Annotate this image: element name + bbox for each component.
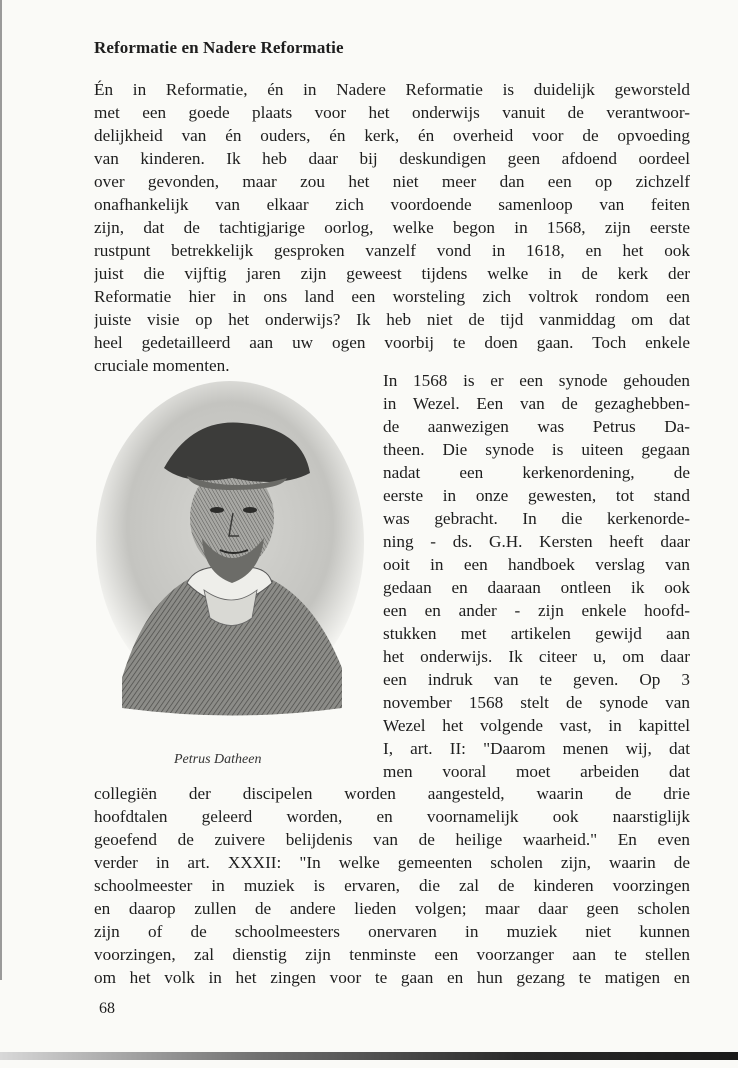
text-line: van kinderen. Ik heb daar bij deskundigen geen afdoend oordeel bbox=[94, 149, 690, 168]
text-line: I, art. II: "Daarom menen wij, dat bbox=[383, 739, 690, 758]
text-line: een en ander - zijn enkele hoofd- bbox=[383, 601, 690, 620]
portrait-caption: Petrus Datheen bbox=[174, 752, 262, 767]
portrait-petrus-datheen bbox=[92, 378, 368, 718]
text-line: juiste visie op het onderwijs? Ik heb niet de tijd vanmiddag om dat bbox=[94, 310, 690, 329]
text-line: theen. Die synode is uiteen gegaan bbox=[383, 440, 690, 459]
text-line: men vooral moet arbeiden dat bbox=[383, 762, 690, 781]
text-line: en daarop zullen de andere lieden volgen; maar daar geen scholen bbox=[94, 899, 690, 918]
text-line: november 1568 stelt de synode van bbox=[383, 693, 690, 712]
text-line: over gevonden, maar zou het niet meer dan een op zichzelf bbox=[94, 172, 690, 191]
text-line: eerste in onze gewesten, tot stand bbox=[383, 486, 690, 505]
text-line: delijkheid van én ouders, én kerk, én overheid voor de opvoeding bbox=[94, 126, 690, 145]
text-line: rustpunt betrekkelijk gesproken vanzelf vond in 1618, en het ook bbox=[94, 241, 690, 260]
text-line: juist die vijftig jaren zijn geweest tijdens welke in de kerk der bbox=[94, 264, 690, 283]
text-line: heel gedetailleerd aan uw ogen voorbij te doen gaan. Toch enkele bbox=[94, 333, 690, 352]
text-line: het onderwijs. Ik citeer u, om daar bbox=[383, 647, 690, 666]
text-line: met een goede plaats voor het onderwijs vanuit de verantwoor- bbox=[94, 103, 690, 122]
text-line: geoefend de zuivere belijdenis van de heilige waarheid." En even bbox=[94, 830, 690, 849]
text-line: ning - ds. G.H. Kersten heeft daar bbox=[383, 532, 690, 551]
text-line: nadat een kerkenordening, de bbox=[383, 463, 690, 482]
text-line: In 1568 is er een synode gehouden bbox=[383, 371, 690, 390]
text-line: hoofdtalen geleerd worden, en voornamelijk ook naarstiglijk bbox=[94, 807, 690, 826]
text-line: stukken met artikelen gewijd aan bbox=[383, 624, 690, 643]
text-line: onafhankelijk van elkaar zich voordoende samenloop van feiten bbox=[94, 195, 690, 214]
page-left-edge bbox=[0, 0, 2, 980]
scan-bottom-edge bbox=[0, 1052, 738, 1060]
text-line: was gebracht. In die kerkenorde- bbox=[383, 509, 690, 528]
text-line: verder in art. XXXII: "In welke gemeenten scholen zijn, waarin de bbox=[94, 853, 690, 872]
text-line: ooit in een handboek verslag van bbox=[383, 555, 690, 574]
text-line: gedaan en daaraan ontleen ik ook bbox=[383, 578, 690, 597]
text-line: Én in Reformatie, én in Nadere Reformatie is duidelijk geworsteld bbox=[94, 80, 690, 99]
text-line: cruciale momenten. bbox=[94, 356, 230, 375]
text-line: zijn of de schoolmeesters onervaren in muziek niet kunnen bbox=[94, 922, 690, 941]
text-line: de aanwezigen was Petrus Da- bbox=[383, 417, 690, 436]
text-line: schoolmeester in muziek is ervaren, die zal de kinderen voorzingen bbox=[94, 876, 690, 895]
page-number: 68 bbox=[99, 1000, 115, 1017]
section-heading: Reformatie en Nadere Reformatie bbox=[94, 38, 344, 57]
text-line: Wezel het volgende vast, in kapittel bbox=[383, 716, 690, 735]
text-line: een indruk van te geven. Op 3 bbox=[383, 670, 690, 689]
text-line: collegiën der discipelen worden aangesteld, waarin de drie bbox=[94, 784, 690, 803]
text-line: in Wezel. Een van de gezaghebben- bbox=[383, 394, 690, 413]
text-line: zijn, dat de tachtigjarige oorlog, welke begon in 1568, zijn eerste bbox=[94, 218, 690, 237]
text-line: voorzingen, zal dienstig zijn tenminste een voorzanger aan te stellen bbox=[94, 945, 690, 964]
text-line: om het volk in het zingen voor te gaan en hun gezang te matigen en bbox=[94, 968, 690, 987]
text-line: Reformatie hier in ons land een worsteling zich voltrok rondom een bbox=[94, 287, 690, 306]
